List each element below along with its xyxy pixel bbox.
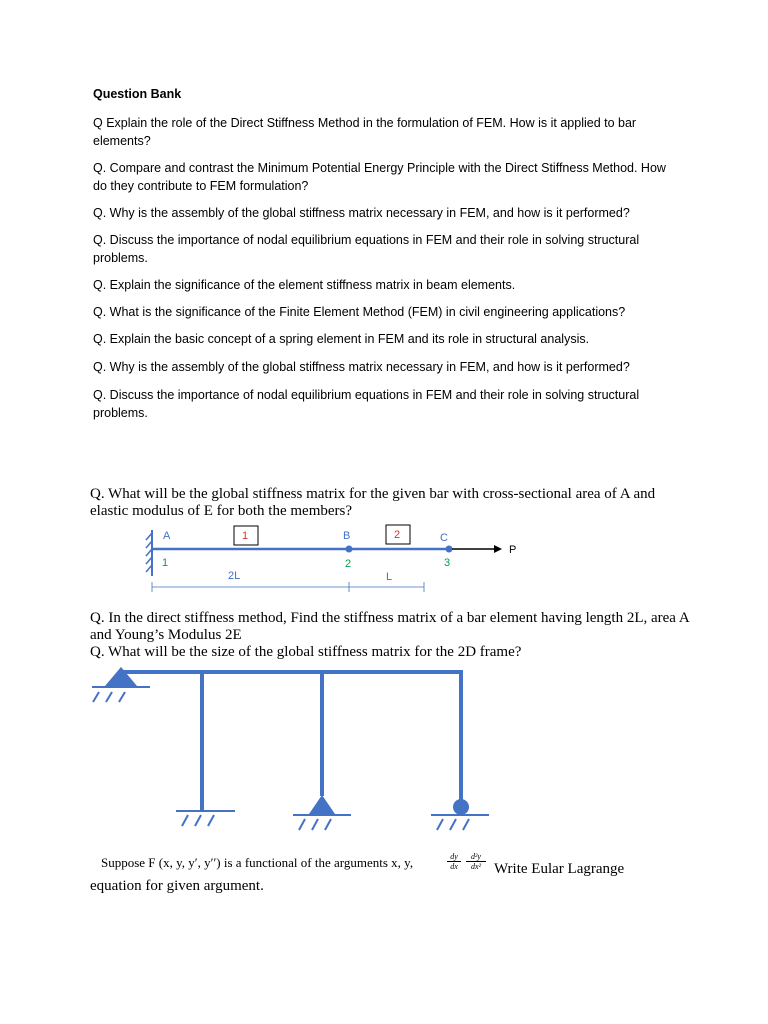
question-element-stiffness: Q. In the direct stiffness method, Find the stiffness matrix of a bar element having length 2L, area A and Young’s Modulus 2E [90, 610, 689, 643]
node-number-1: 1 [162, 557, 169, 569]
fixed-wall-support [146, 530, 152, 576]
question-3: Q. Why is the assembly of the global stiffness matrix necessary in FEM, and how is it performed? [93, 206, 630, 220]
fraction-d2y-dx2 [466, 852, 486, 871]
question-2: Q. Compare and contrast the Minimum Potential Energy Principle with the Direct Stiffness Method. How do they contribute to FEM formulation? [93, 161, 666, 193]
fraction-d2y-dx2-den: dx² [471, 862, 481, 871]
fixed-support [176, 811, 235, 826]
question-8: Q. Why is the assembly of the global stiffness matrix necessary in FEM, and how is it performed? [93, 360, 630, 374]
node-b [346, 546, 353, 553]
load-arrow [452, 545, 502, 553]
length-label-l: L [386, 571, 393, 583]
pinned-support [293, 795, 351, 830]
element-number-1: 1 [242, 530, 249, 542]
fraction-dy-dx-num: dy [447, 852, 461, 862]
question-5: Q. Explain the significance of the element stiffness matrix in beam elements. [93, 278, 516, 292]
euler-question-line1: Suppose F (x, y, y′, y′′) is a functional of the arguments x, y, [101, 855, 414, 870]
question-1: Q Explain the role of the Direct Stiffness Method in the formulation of FEM. How is it applied to bar elements? [93, 116, 637, 148]
heading: Question Bank [93, 87, 182, 101]
node-letter-c: C [440, 532, 448, 544]
question-bar-stiffness: Q. What will be the global stiffness matrix for the given bar with cross-sectional area of A and elastic modulus of E for both the members? [90, 486, 656, 519]
question-7: Q. Explain the basic concept of a spring element in FEM and its role in structural analysis. [93, 332, 590, 346]
dimension-line [152, 582, 424, 592]
node-number-3: 3 [444, 557, 451, 569]
fraction-dy-dx-den: dx [450, 862, 458, 871]
length-label-2l: 2L [228, 570, 241, 582]
euler-question-line2: equation for given argument. [90, 878, 264, 894]
question-6: Q. What is the significance of the Finite Element Method (FEM) in civil engineering applications? [93, 305, 626, 319]
frame-members [121, 672, 463, 811]
element-number-2: 2 [394, 529, 401, 541]
question-4: Q. Discuss the importance of nodal equilibrium equations in FEM and their role in solving structural problems. [93, 233, 640, 265]
frame-diagram [0, 660, 768, 835]
bar-diagram [0, 520, 768, 595]
node-letter-a: A [163, 530, 171, 542]
fraction-d2y-dx2-num: d²y [466, 852, 486, 862]
node-number-2: 2 [345, 558, 352, 570]
question-frame-size: Q. What will be the size of the global stiffness matrix for the 2D frame? [90, 644, 522, 660]
fraction-dy-dx [447, 852, 461, 871]
question-9: Q. Discuss the importance of nodal equilibrium equations in FEM and their role in solving structural problems. [93, 388, 640, 420]
roller-support [431, 799, 489, 830]
node-letter-b: B [343, 530, 351, 542]
euler-question-tail: Write Eular Lagrange [494, 861, 625, 877]
load-label: P [509, 544, 517, 556]
node-c [446, 546, 453, 553]
